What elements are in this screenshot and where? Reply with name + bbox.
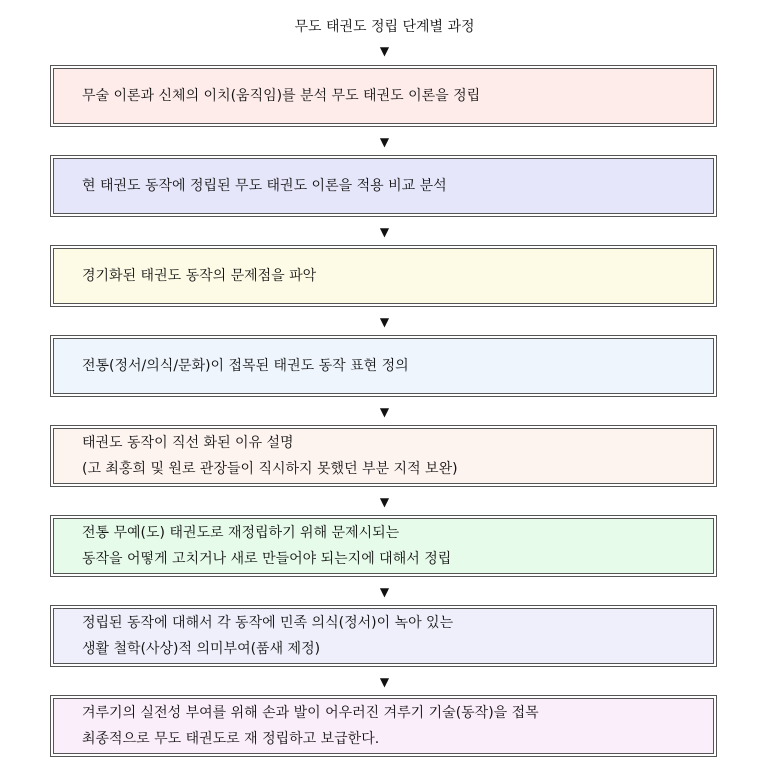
arrow-down-icon: ▼ (379, 405, 390, 419)
step-box-3 (50, 245, 717, 307)
step-text-line: 태권도 동작이 직선 화된 이유 설명 (82, 435, 294, 451)
step-box-7 (50, 605, 717, 667)
step-text-line: 전통 무예(도) 태권도로 재정립하기 위해 문제시되는 (82, 525, 400, 541)
step-content (53, 68, 714, 124)
step-text-line: 전통(정서/의식/문화)이 접목된 태권도 동작 표현 정의 (82, 358, 409, 374)
arrow-down-icon: ▼ (379, 225, 390, 239)
step-text-line: 무술 이론과 신체의 이치(움직임)를 분석 무도 태권도 이론을 정립 (82, 88, 481, 104)
arrow-down-icon: ▼ (379, 135, 390, 149)
arrow-down-icon: ▼ (379, 675, 390, 689)
arrow-down-icon: ▼ (379, 585, 390, 599)
step-content (53, 518, 714, 574)
diagram-title: 무도 태권도 정립 단계별 과정 (294, 19, 475, 35)
step-text-line: 현 태권도 동작에 정립된 무도 태권도 이론을 적용 비교 분석 (82, 178, 447, 194)
step-box-1 (50, 65, 717, 127)
arrow-down-icon: ▼ (379, 315, 390, 329)
step-text-line: 생활 철학(사상)적 의미부여(품새 제정) (82, 641, 321, 657)
arrow-down-icon: ▼ (379, 44, 390, 58)
step-box-8 (50, 695, 717, 757)
step-text-line: 정립된 동작에 대해서 각 동작에 민족 의식(정서)이 녹아 있는 (82, 615, 454, 631)
step-text-line: 동작을 어떻게 고치거나 새로 만들어야 되는지에 대해서 정립 (82, 551, 452, 567)
step-text-line: (고 최홍희 및 원로 관장들이 직시하지 못했던 부분 지적 보완) (82, 461, 458, 477)
step-content (53, 248, 714, 304)
step-content (53, 608, 714, 664)
step-content (53, 338, 714, 394)
arrow-down-icon: ▼ (379, 495, 390, 509)
step-text-line: 경기화된 태권도 동작의 문제점을 파악 (82, 268, 317, 284)
step-text-line: 최종적으로 무도 태권도로 재 정립하고 보급한다. (82, 731, 380, 747)
step-text-line: 겨루기의 실전성 부여를 위해 손과 발이 어우러진 겨루기 기술(동작)을 접목 (82, 705, 539, 721)
step-box-2 (50, 155, 717, 217)
step-content (53, 158, 714, 214)
step-box-5 (50, 425, 717, 487)
step-content (53, 698, 714, 754)
step-box-6 (50, 515, 717, 577)
step-box-4 (50, 335, 717, 397)
step-content (53, 428, 714, 484)
